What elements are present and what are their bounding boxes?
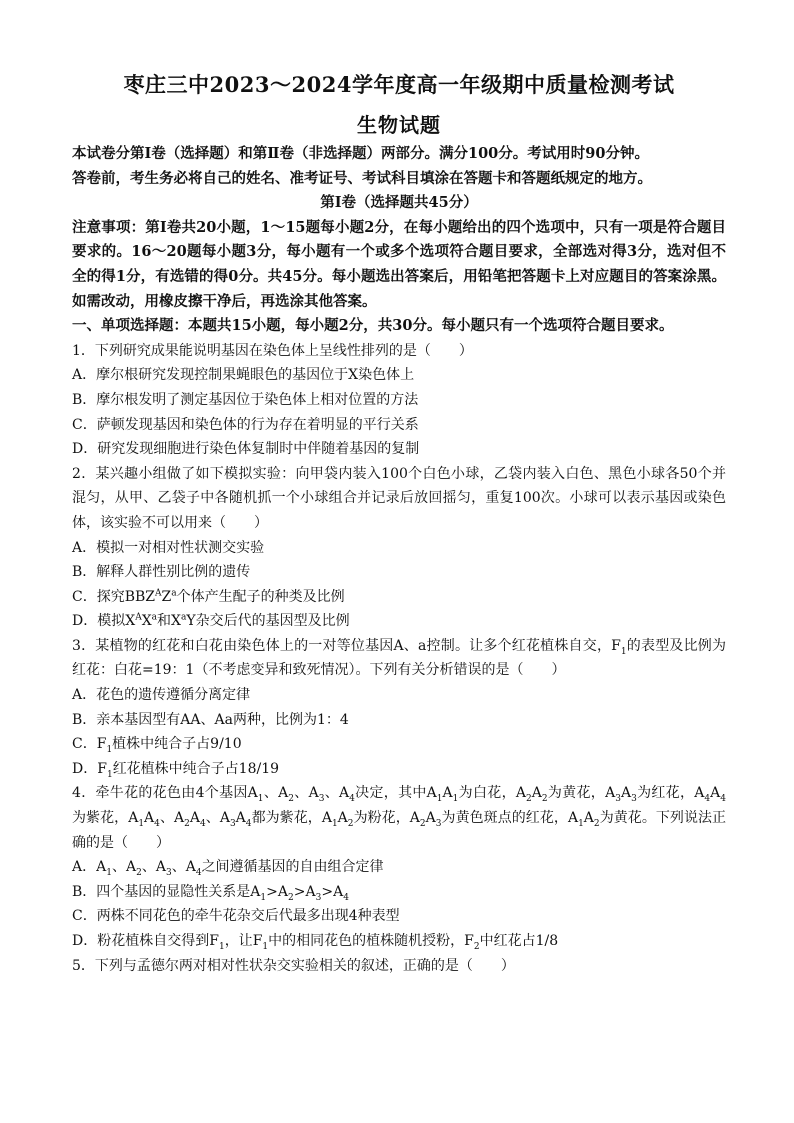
section-heading: 第Ⅰ卷（选择题共45分） [320,194,478,212]
question-2 [72,462,726,634]
question-stem: 4．牵牛花的花色由4个基因$A_1$、$A_2$、$A_3$、$A_4$决定，其中$A_1A_1$为白花，$A_2A_2$为黄花，$A_3A_3$为红花，$A_4A_4$为紫花，$A_1A_4$、$A_2A_4$、$A_3A_4$都为紫花，$A_1A_2$为粉花，$A_2A_3$为黄色斑点的红花，$A_1A_2$为黄花。下列说法正确的是（ ） [72,785,727,851]
question-stem: 3．某植物的红花和白花由染色体上的一对等位基因A、a控制。让多个红花植株自交，$F_1$的表型及比例为红花：白花=19：1（不考虑变异和致死情况）。下列有关分析错误的是（ ） [72,637,727,679]
option-a: A．摩尔根研究发现控制果蝇眼色的基因位于X染色体上 [72,367,415,384]
question-stem: 5．下列与孟德尔两对相对性状杂交实验相关的叙述，正确的是（ ） [72,957,515,974]
question-1 [72,339,726,462]
option-c: C．探究$BBZ^AZ^a$个体产生配子的种类及比例 [72,588,345,605]
option-c: C．两株不同花色的牵牛花杂交后代最多出现4种表型 [72,908,400,925]
intro-line-2: 答卷前，考生务必将自己的姓名、准考证号、考试科目填涂在答题卡和答题纸规定的地方。 [72,169,652,187]
part-heading: 一、单项选择题：本题共15小题，每小题2分，共30分。每小题只有一个选项符合题目要求。 [72,317,674,335]
option-c: C．萨顿发现基因和染色体的行为存在着明显的平行关系 [72,416,419,433]
option-b: B．解释人群性别比例的遗传 [72,564,251,581]
question-5 [72,954,726,979]
option-b: B．四个基因的显隐性关系是$A_1>A_2>A_3>A_4$ [72,883,349,903]
option-b: B．亲本基因型有AA、Aa两种，比例为1：4 [72,711,349,728]
option-a: A．花色的遗传遵循分离定律 [72,687,251,704]
option-d: D．粉花植株自交得到$F_1$，让$F_1$中的相同花色的植株随机授粉，$F_2$中红花占1/8 [72,933,559,952]
option-d: D．研究发现细胞进行染色体复制时中伴随着基因的复制 [72,441,420,458]
exam-subject: 生物试题 [357,113,441,137]
intro-line-1: 本试卷分第Ⅰ卷（选择题）和第Ⅱ卷（非选择题）两部分。满分100分。考试用时90分钟。 [72,145,649,162]
question-3 [72,634,726,782]
option-a: A．$A_1$、$A_2$、$A_3$、$A_4$之间遵循基因的自由组合定律 [72,859,384,879]
notice-text: 注意事项：第Ⅰ卷共20小题，1～15题每小题2分，在每小题给出的四个选项中，只有一项是符合题目要求的。16～20题每小题3分，每小题有一个或多个选项符合题目要求，全部选对得3分，选对但不全的得1分，有选错的得0分。共45分。每小题选出答案后，用铅笔把答题卡上对应题目的答案涂黑。如需改动，用橡皮擦干净后，再选涂其他答案。 [72,218,726,310]
option-d: D．模拟$X^AX^a$和$X^aY$杂交后代的基因型及比例 [72,612,350,630]
question-4 [72,781,726,953]
exam-title: 枣庄三中2023～2024学年度高一年级期中质量检测考试 [123,72,675,97]
question-stem: 2．某兴趣小组做了如下模拟实验：向甲袋内装入100个白色小球，乙袋内装入白色、黑色小球各50个并混匀，从甲、乙袋子中各随机抓一个小球组合并记录后放回摇匀，重复100次。小球可以表示基因或染色体，该实验不可以用来（ ） [72,465,726,531]
question-stem: 1．下列研究成果能说明基因在染色体上呈线性排列的是（ ） [72,342,473,359]
option-b: B．摩尔根发明了测定基因位于染色体上相对位置的方法 [72,391,419,408]
option-a: A．模拟一对相对性状测交实验 [72,539,265,556]
option-c: C．$F_1$植株中纯合子占9/10 [72,736,242,756]
option-d: D．$F_1$红花植株中纯合子占18/19 [72,760,280,780]
